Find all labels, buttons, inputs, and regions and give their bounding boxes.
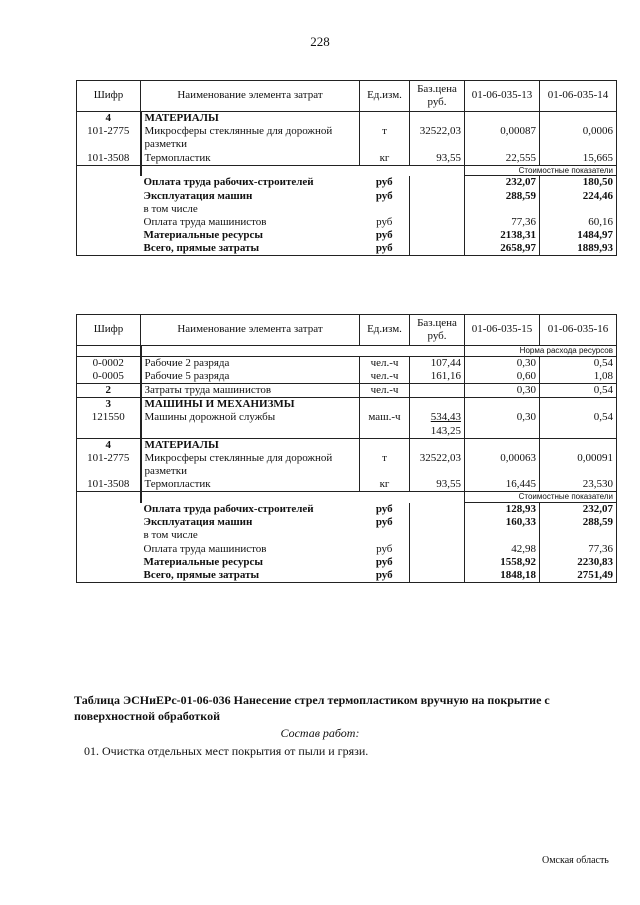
group-title: МАШИНЫ И МЕХАНИЗМЫ — [141, 398, 360, 412]
header-unit: Ед.изм. — [360, 81, 410, 112]
total-unit: руб — [375, 189, 393, 202]
row-name: Машины дорожной службы — [141, 411, 360, 438]
row-value-1: 0,00087 — [465, 125, 540, 151]
total-value-2: 60,16 — [540, 216, 617, 229]
table-row — [77, 452, 617, 478]
total-value-1: 1848,18 — [465, 569, 540, 583]
row-price: 107,44 — [410, 356, 465, 370]
table-row — [77, 383, 617, 397]
total-name: в том числе — [143, 529, 198, 542]
row-value-2: 0,00091 — [540, 452, 617, 478]
group-title: МАТЕРИАЛЫ — [141, 438, 360, 452]
total-row — [77, 516, 617, 529]
row-price: 93,55 — [410, 478, 465, 492]
group-number: 4 — [77, 112, 141, 126]
total-row — [77, 216, 617, 229]
row-unit: т — [360, 125, 410, 151]
group-number: 3 — [77, 398, 141, 412]
row-price-secondary: 143,25 — [430, 424, 461, 437]
total-value-2: 288,59 — [540, 516, 617, 529]
total-value-2: 2751,49 — [540, 569, 617, 583]
total-row — [77, 569, 617, 583]
group-title: МАТЕРИАЛЫ — [141, 112, 360, 126]
row-unit: чел.-ч — [360, 370, 410, 384]
row-price: 32522,03 — [410, 452, 465, 478]
header-code: Шифр — [77, 315, 141, 346]
total-value-1: 77,36 — [465, 216, 540, 229]
total-unit: руб — [375, 175, 393, 188]
total-name: Материальные ресурсы — [143, 229, 263, 242]
total-value-1: 2138,31 — [465, 229, 540, 242]
row-value-2: 0,0006 — [540, 125, 617, 151]
table-row — [77, 356, 617, 370]
header-name: Наименование элемента затрат — [141, 81, 360, 112]
group-number: 4 — [77, 438, 141, 452]
row-name: Термопластик — [141, 478, 360, 492]
header-base-price: Баз.цена руб. — [410, 81, 465, 112]
resource-table-1 — [76, 80, 617, 256]
total-row — [77, 176, 617, 190]
total-name: Всего, прямые затраты — [141, 242, 360, 256]
total-unit: руб — [376, 542, 393, 555]
header-name: Наименование элемента затрат — [141, 315, 360, 346]
total-name: Эксплуатация машин — [143, 189, 253, 202]
total-unit: руб — [376, 215, 393, 228]
section-title: Таблица ЭСНиЕРс-01-06-036 Нанесение стрел термопластиком вручную на покрытие с поверхностной обработкой — [74, 693, 550, 723]
total-name: Оплата труда рабочих-строителей — [143, 502, 314, 515]
total-value-1: 1558,92 — [465, 556, 540, 569]
row-code: 121550 — [77, 411, 141, 438]
total-value-2: 180,50 — [540, 176, 617, 190]
total-row — [77, 543, 617, 556]
table-row — [77, 125, 617, 151]
table-row — [77, 370, 617, 384]
total-name: в том числе — [143, 202, 198, 215]
row-value-2: 0,54 — [540, 383, 617, 397]
table-row — [77, 411, 617, 438]
total-value-2: 2230,83 — [540, 556, 617, 569]
row-code: 0-0002 — [77, 356, 141, 370]
table-row — [77, 152, 617, 166]
row-code: 101-2775 — [77, 125, 141, 151]
work-composition-heading: Состав работ: — [280, 726, 360, 740]
row-value-2: 0,54 — [540, 356, 617, 370]
header-norm-2: 01-06-035-14 — [540, 81, 617, 112]
row-code: 101-3508 — [77, 478, 141, 492]
total-value-1: 42,98 — [465, 543, 540, 556]
total-unit: руб — [360, 242, 410, 256]
total-name: Всего, прямые затраты — [141, 569, 360, 583]
row-name: Рабочие 5 разряда — [141, 370, 360, 384]
row-name: Затраты труда машинистов — [141, 383, 360, 397]
row-unit: маш.-ч — [360, 411, 410, 438]
row-unit: чел.-ч — [360, 356, 410, 370]
cost-subheader: Стоимостные показатели — [465, 165, 617, 176]
row-unit: чел.-ч — [360, 383, 410, 397]
row-unit: кг — [360, 478, 410, 492]
group-row-machines — [77, 398, 617, 412]
row-value-1: 0,30 — [465, 411, 540, 438]
row-name: Термопластик — [141, 152, 360, 166]
row-price: 161,16 — [410, 370, 465, 384]
total-name: Оплата труда машинистов — [143, 215, 267, 228]
row-unit: кг — [360, 152, 410, 166]
header-unit: Ед.изм. — [360, 315, 410, 346]
norm-subheader: Норма расхода ресурсов — [465, 346, 617, 357]
row-value-2: 23,530 — [540, 478, 617, 492]
total-value-1: 288,59 — [465, 190, 540, 203]
row-code: 101-3508 — [77, 152, 141, 166]
row-name: Рабочие 2 разряда — [141, 356, 360, 370]
cost-subheader: Стоимостные показатели — [465, 492, 617, 503]
table-row — [77, 478, 617, 492]
group-row-materials — [77, 438, 617, 452]
header-norm-1: 01-06-035-15 — [465, 315, 540, 346]
group-row-materials — [77, 112, 617, 126]
total-value-2: 77,36 — [540, 543, 617, 556]
total-value-2: 1484,97 — [540, 229, 617, 242]
table-header-row — [77, 315, 617, 346]
total-unit: руб — [360, 569, 410, 583]
row-value-2: 1,08 — [540, 370, 617, 384]
table-header-row — [77, 81, 617, 112]
total-name: Оплата труда рабочих-строителей — [143, 175, 314, 188]
row-value-1: 0,30 — [465, 383, 540, 397]
total-unit: руб — [375, 229, 393, 242]
total-value-1: 232,07 — [465, 176, 540, 190]
total-row — [77, 242, 617, 256]
header-code: Шифр — [77, 81, 141, 112]
row-value-1: 16,445 — [465, 478, 540, 492]
row-code: 0-0005 — [77, 370, 141, 384]
header-base-price: Баз.цена руб. — [410, 315, 465, 346]
header-norm-2: 01-06-035-16 — [540, 315, 617, 346]
total-row — [77, 229, 617, 242]
total-row — [77, 529, 617, 542]
row-unit: т — [360, 452, 410, 478]
row-price: 32522,03 — [410, 125, 465, 151]
row-code: 2 — [77, 383, 141, 397]
total-row — [77, 203, 617, 216]
page-number: 228 — [310, 34, 330, 49]
row-name: Микросферы стеклянные для дорожной разметки — [141, 125, 360, 151]
region-footer: Омская область — [542, 855, 609, 866]
row-name: Микросферы стеклянные для дорожной разметки — [141, 452, 360, 478]
total-name: Эксплуатация машин — [143, 516, 253, 529]
total-unit: руб — [375, 555, 393, 568]
work-step: 01. Очистка отдельных мест покрытия от пыли и грязи. — [84, 744, 369, 758]
header-norm-1: 01-06-035-13 — [465, 81, 540, 112]
norm-subheader-row — [77, 346, 617, 357]
total-value-2: 1889,93 — [540, 242, 617, 256]
total-value-1: 128,93 — [465, 503, 540, 517]
row-value-1: 22,555 — [465, 152, 540, 166]
total-unit: руб — [375, 502, 393, 515]
total-row — [77, 503, 617, 517]
row-code: 101-2775 — [77, 452, 141, 478]
total-value-2: 224,46 — [540, 190, 617, 203]
total-row — [77, 556, 617, 569]
cost-subheader-row — [77, 165, 617, 176]
row-price: 534,43 — [430, 411, 461, 424]
row-value-1: 0,60 — [465, 370, 540, 384]
total-name: Материальные ресурсы — [143, 555, 263, 568]
total-row — [77, 190, 617, 203]
total-value-1: 2658,97 — [465, 242, 540, 256]
row-value-2: 0,54 — [540, 411, 617, 438]
cost-subheader-row — [77, 492, 617, 503]
total-value-2: 232,07 — [540, 503, 617, 517]
row-value-1: 0,00063 — [465, 452, 540, 478]
row-value-2: 15,665 — [540, 152, 617, 166]
row-price: 93,55 — [410, 152, 465, 166]
resource-table-2 — [76, 314, 617, 583]
total-value-1: 160,33 — [465, 516, 540, 529]
row-value-1: 0,30 — [465, 356, 540, 370]
total-unit: руб — [375, 516, 393, 529]
total-name: Оплата труда машинистов — [143, 542, 267, 555]
